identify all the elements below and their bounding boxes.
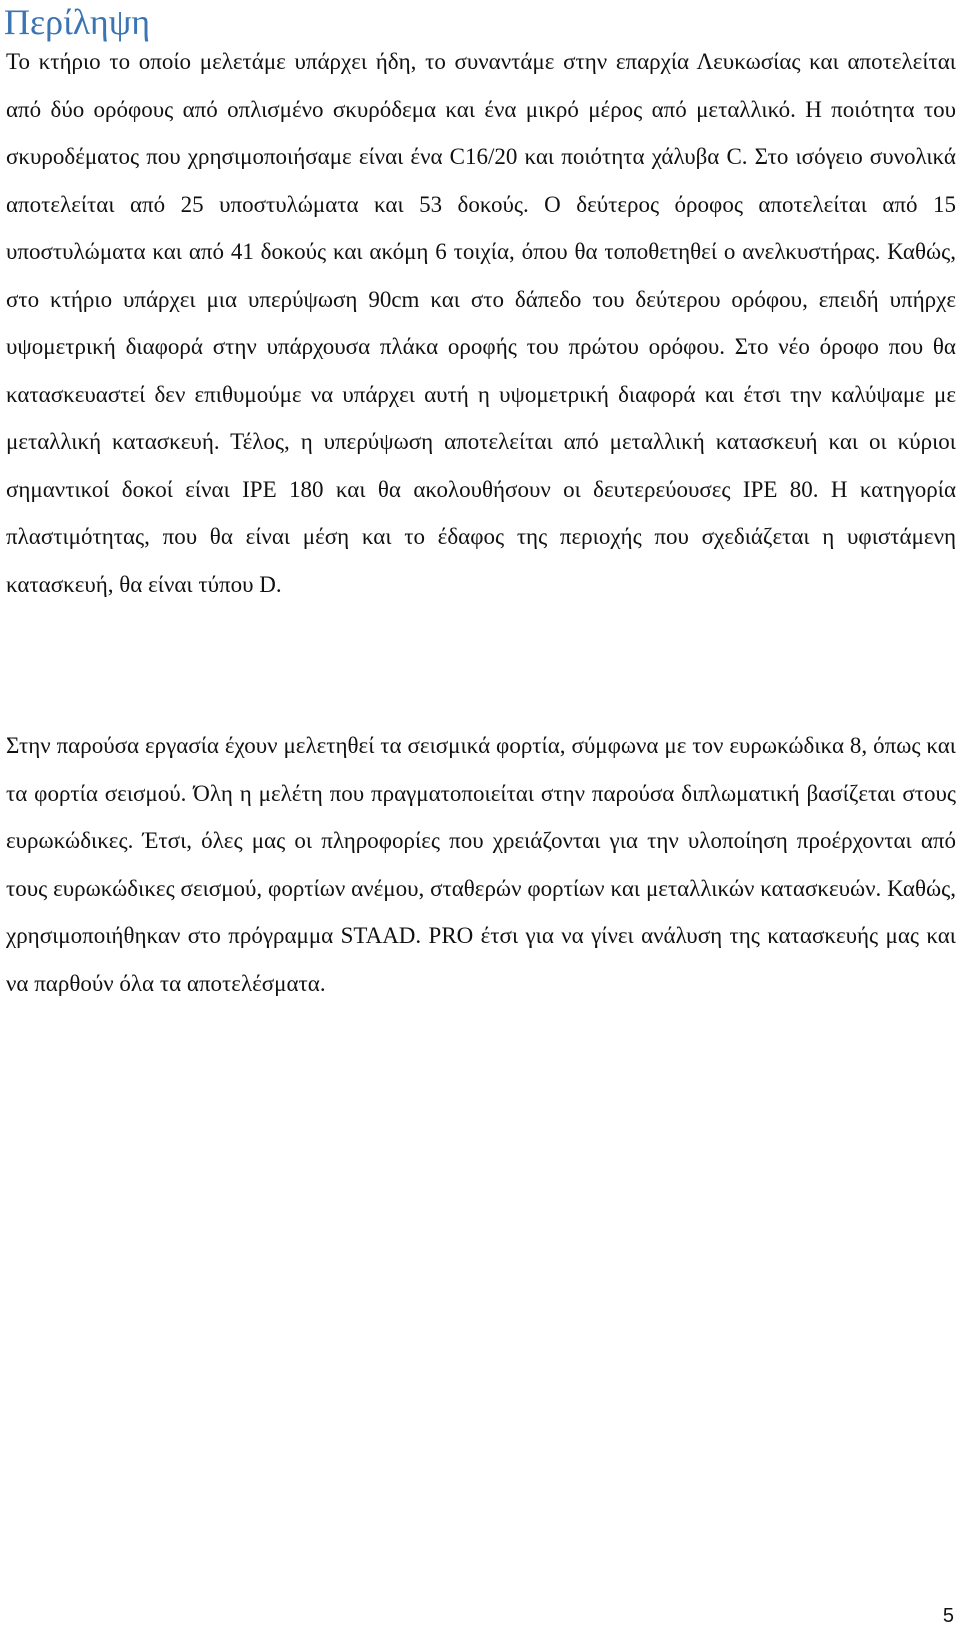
summary-paragraph-1: Το κτήριο το οποίο μελετάμε υπάρχει ήδη, το συναντάμε στην επαρχία Λευκωσίας και αποτελείται από δύο ορόφους από οπλισμένο σκυρόδεμα και ένα μικρό μέρος από μεταλλικό. Η ποιότητα του σκυροδέματος που χρησιμοποιήσαμε είναι ένα C16/20 και ποιότητα χάλυβα C. Στο ισόγειο συνολικά αποτελείται από 25 υποστυλώματα και 53 δοκούς. Ο δεύτερος όροφος αποτελείται από 15 υποστυλώματα και από 41 δοκούς και ακόμη 6 τοιχία, όπου θα τοποθετηθεί ο ανελκυστήρας. Καθώς, στο κτήριο υπάρχει μια υπερύψωση 90cm και στο δάπεδο του δεύτερου ορόφου, επειδή υπήρχε υψομετρική διαφορά στην υπάρχουσα πλάκα οροφής του πρώτου ορόφου. Στο νέο όροφο που θα κατασκευαστεί δεν επιθυμούμε να υπάρχει αυτή η υψομετρική διαφορά και έτσι την καλύψαμε με μεταλλική κατασκευή. Τέλος, η υπερύψωση αποτελείται από μεταλλική κατασκευή και οι κύριοι σημαντικοί δοκοί είναι IPE 180 και θα ακολουθήσουν οι δευτερεύουσες IPE 80. Η κατηγορία πλαστιμότητας, που θα είναι μέση και το έδαφος της περιοχής που σχεδιάζεται η υφιστάμενη κατασκευή, θα είναι τύπου D. <box>6 49 956 597</box>
page-number: 5 <box>942 1605 954 1627</box>
summary-paragraph-2: Στην παρούσα εργασία έχουν μελετηθεί τα σεισμικά φορτία, σύμφωνα με τον ευρωκώδικα 8, όπως και τα φορτία σεισμού. Όλη η μελέτη που πραγματοποιείται στην παρούσα διπλωματική βασίζεται στους ευρωκώδικες. Έτσι, όλες μας οι πληροφορίες που χρειάζονται για την υλοποίηση προέρχονται από τους ευρωκώδικες σεισμού, φορτίων ανέμου, σταθερών φορτίων και μεταλλικών κατασκευών. Καθώς, χρησιμοποιήθηκαν στο πρόγραμμα STAAD. PRO έτσι για να γίνει ανάλυση της κατασκευής μας και να παρθούν όλα τα αποτελέσματα. <box>6 733 956 996</box>
section-heading: Περίληψη <box>4 2 151 42</box>
